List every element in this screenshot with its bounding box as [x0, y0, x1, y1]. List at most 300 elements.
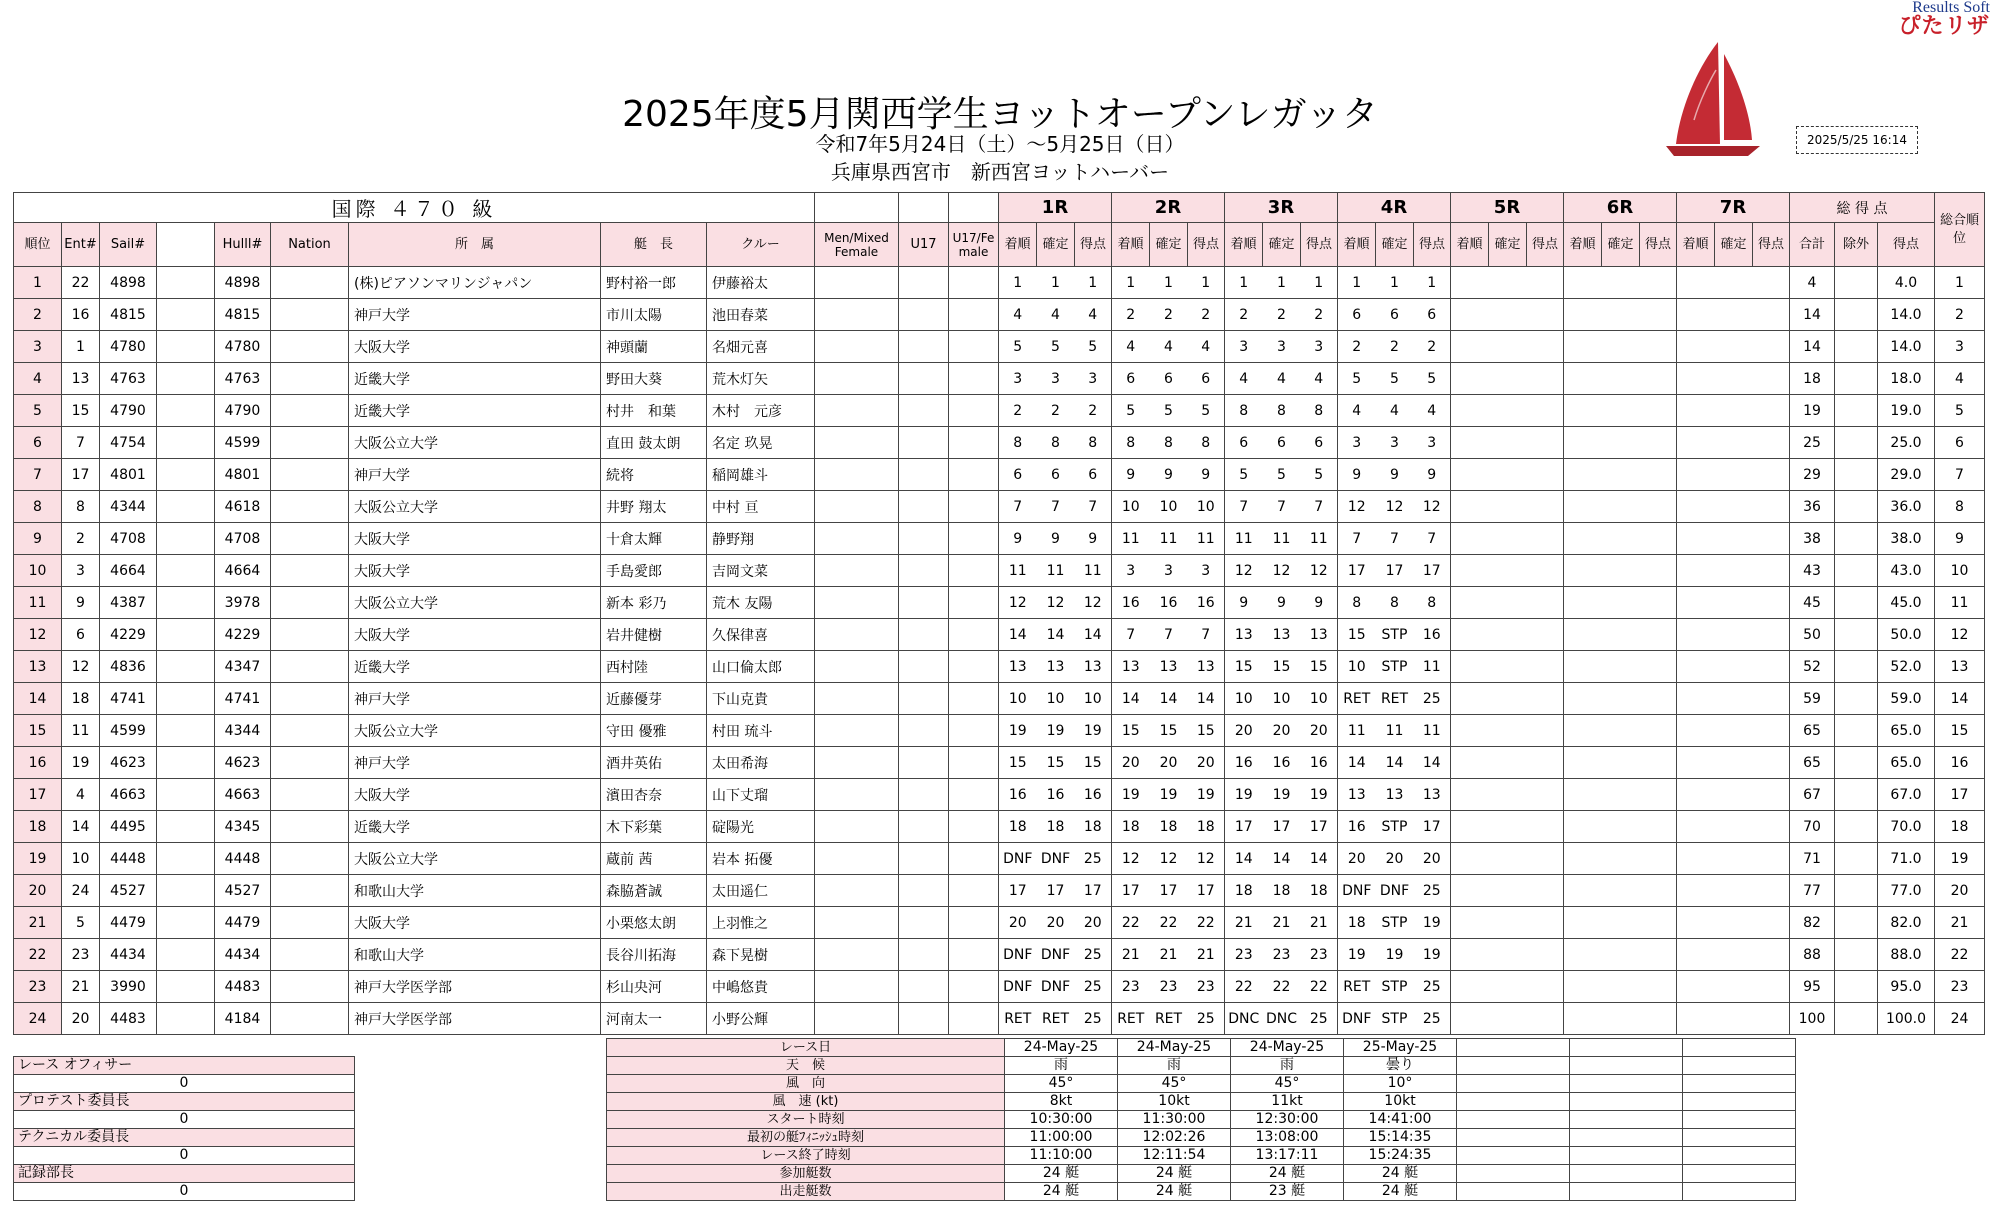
race-4-cell: 12 [1376, 491, 1414, 523]
race-7-cell [1753, 555, 1790, 587]
race-2-cell: 13 [1112, 651, 1150, 683]
u17-cell [899, 555, 949, 587]
nation-cell [271, 523, 349, 555]
empty-cell [157, 619, 215, 651]
stats-value [1457, 1165, 1570, 1183]
race-2-cell: 21 [1112, 939, 1150, 971]
race-5-cell [1451, 811, 1489, 843]
race-1-cell: 11 [999, 555, 1037, 587]
race-5-cell [1489, 587, 1527, 619]
race-5-cell [1451, 331, 1489, 363]
u17f-cell [949, 395, 999, 427]
race-4-cell: 8 [1414, 587, 1451, 619]
race-4-cell: 2 [1338, 331, 1376, 363]
sail-header: Sail# [100, 223, 157, 267]
race-3-cell: 11 [1263, 523, 1301, 555]
overall-cell: 3 [1935, 331, 1985, 363]
race-4-cell: 19 [1338, 939, 1376, 971]
rank-cell: 16 [14, 747, 62, 779]
race-5-cell [1489, 267, 1527, 299]
race-7-cell [1677, 1003, 1715, 1035]
ent-cell: 6 [62, 619, 100, 651]
sail-cell: 4741 [100, 683, 157, 715]
race-7-subheader: 着順 [1677, 223, 1715, 267]
crew-cell: 名畑元喜 [707, 331, 815, 363]
discard-cell [1835, 907, 1878, 939]
race-7-cell [1715, 619, 1753, 651]
print-timestamp: 2025/5/25 16:14 [1796, 126, 1918, 154]
race-4-cell: 14 [1338, 747, 1376, 779]
club-cell: 大阪大学 [349, 555, 601, 587]
total-cell: 14 [1790, 299, 1835, 331]
stats-label: レース終了時刻 [607, 1147, 1005, 1165]
race-3-cell: 17 [1263, 811, 1301, 843]
mixed-cell [815, 395, 899, 427]
race-7-cell [1715, 1003, 1753, 1035]
race-7-cell [1715, 299, 1753, 331]
race-7-cell [1677, 651, 1715, 683]
overall-cell: 15 [1935, 715, 1985, 747]
race-2-cell: 18 [1188, 811, 1225, 843]
nation-cell [271, 1003, 349, 1035]
ent-cell: 23 [62, 939, 100, 971]
race-6-cell [1564, 427, 1602, 459]
rank-cell: 10 [14, 555, 62, 587]
race-6-cell [1564, 651, 1602, 683]
race-7-cell [1677, 907, 1715, 939]
race-5-subheader: 確定 [1489, 223, 1527, 267]
race-2-cell: 8 [1150, 427, 1188, 459]
u17-cell [899, 683, 949, 715]
race-1-cell: 15 [999, 747, 1037, 779]
stats-label: レース日 [607, 1039, 1005, 1057]
race-4-cell: 3 [1376, 427, 1414, 459]
club-cell: 神戸大学 [349, 747, 601, 779]
race-2-cell: 22 [1150, 907, 1188, 939]
race-3-cell: 15 [1225, 651, 1263, 683]
race-7-cell [1753, 299, 1790, 331]
race-6-cell [1602, 971, 1640, 1003]
total-cell: 25 [1790, 427, 1835, 459]
race-2-cell: 7 [1188, 619, 1225, 651]
stats-value: 24 艇 [1231, 1165, 1344, 1183]
nation-cell [271, 779, 349, 811]
total-cell: 65 [1790, 747, 1835, 779]
race-3-cell: 23 [1225, 939, 1263, 971]
race-3-cell: 1 [1301, 267, 1338, 299]
rank-cell: 15 [14, 715, 62, 747]
race-4-cell: 4 [1376, 395, 1414, 427]
race-6-cell [1564, 555, 1602, 587]
u17f-header: U17/Female [949, 223, 999, 267]
rank-cell: 9 [14, 523, 62, 555]
table-row [14, 715, 1985, 747]
race-5-cell [1451, 491, 1489, 523]
race-2-cell: 8 [1112, 427, 1150, 459]
crew-cell: 静野翔 [707, 523, 815, 555]
hull-cell: 4623 [215, 747, 271, 779]
race-4-cell: 9 [1338, 459, 1376, 491]
overall-cell: 4 [1935, 363, 1985, 395]
rank-cell: 2 [14, 299, 62, 331]
skipper-cell: 野田大葵 [601, 363, 707, 395]
race-3-cell: 8 [1225, 395, 1263, 427]
empty-cell [157, 843, 215, 875]
race-6-cell [1640, 459, 1677, 491]
mixed-cell [815, 939, 899, 971]
table-row [14, 619, 1985, 651]
race-7-cell [1715, 555, 1753, 587]
skipper-cell: 小栗悠太朗 [601, 907, 707, 939]
crew-cell: 久保律喜 [707, 619, 815, 651]
race-2-cell: 15 [1188, 715, 1225, 747]
stats-value: 10° [1344, 1075, 1457, 1093]
discard-cell [1835, 427, 1878, 459]
stats-value: 12:30:00 [1231, 1111, 1344, 1129]
race-header-4: 4R [1338, 193, 1451, 223]
race-6-cell [1564, 619, 1602, 651]
crew-cell: 吉岡文菜 [707, 555, 815, 587]
race-4-cell: 25 [1414, 683, 1451, 715]
net-cell: 43.0 [1878, 555, 1935, 587]
race-3-cell: 7 [1263, 491, 1301, 523]
race-3-cell: 3 [1301, 331, 1338, 363]
race-7-cell [1715, 331, 1753, 363]
race-7-cell [1753, 459, 1790, 491]
club-cell: 近畿大学 [349, 395, 601, 427]
race-header-5: 5R [1451, 193, 1564, 223]
skipper-cell: 野村裕一郎 [601, 267, 707, 299]
race-1-cell: 10 [999, 683, 1037, 715]
race-7-cell [1715, 971, 1753, 1003]
hull-cell: 4741 [215, 683, 271, 715]
race-2-subheader: 着順 [1112, 223, 1150, 267]
sail-cell: 4623 [100, 747, 157, 779]
stats-value [1457, 1039, 1570, 1057]
race-2-cell: 1 [1188, 267, 1225, 299]
race-5-cell [1489, 971, 1527, 1003]
total-cell: 71 [1790, 843, 1835, 875]
discard-cell [1835, 331, 1878, 363]
stats-value [1457, 1057, 1570, 1075]
race-1-cell: 4 [1037, 299, 1075, 331]
discard-cell [1835, 811, 1878, 843]
race-5-cell [1451, 907, 1489, 939]
stats-value: 23 艇 [1231, 1183, 1344, 1201]
race-4-cell: 17 [1414, 811, 1451, 843]
race-1-cell: 5 [999, 331, 1037, 363]
race-4-cell: 9 [1376, 459, 1414, 491]
race-3-cell: 8 [1263, 395, 1301, 427]
ent-cell: 22 [62, 267, 100, 299]
total-cell: 77 [1790, 875, 1835, 907]
race-6-cell [1564, 395, 1602, 427]
u17f-cell [949, 491, 999, 523]
race-6-cell [1564, 747, 1602, 779]
crew-cell: 名定 玖晃 [707, 427, 815, 459]
race-3-cell: 20 [1225, 715, 1263, 747]
race-2-cell: 5 [1150, 395, 1188, 427]
total-cell: 43 [1790, 555, 1835, 587]
race-7-cell [1753, 939, 1790, 971]
stats-value [1683, 1093, 1796, 1111]
club-cell: 近畿大学 [349, 811, 601, 843]
race-6-cell [1640, 555, 1677, 587]
race-4-cell: 4 [1338, 395, 1376, 427]
race-1-cell: 12 [999, 587, 1037, 619]
nation-cell [271, 715, 349, 747]
race-4-cell: 25 [1414, 875, 1451, 907]
race-3-cell: 10 [1301, 683, 1338, 715]
race-1-cell: 14 [999, 619, 1037, 651]
u17-cell [899, 491, 949, 523]
race-2-cell: 12 [1150, 843, 1188, 875]
official-label: プロテスト委員長 [14, 1093, 355, 1111]
crew-cell: 山下丈瑠 [707, 779, 815, 811]
race-4-subheader: 確定 [1376, 223, 1414, 267]
race-1-cell: 12 [1075, 587, 1112, 619]
crew-cell: 碇陽光 [707, 811, 815, 843]
race-6-cell [1602, 651, 1640, 683]
sail-cell: 4434 [100, 939, 157, 971]
u17f-cell [949, 267, 999, 299]
race-7-cell [1677, 331, 1715, 363]
race-2-cell: 19 [1188, 779, 1225, 811]
skipper-header: 艇 長 [601, 223, 707, 267]
stats-value: 13:17:11 [1231, 1147, 1344, 1165]
race-6-cell [1640, 683, 1677, 715]
race-1-cell: 11 [1075, 555, 1112, 587]
net-cell: 59.0 [1878, 683, 1935, 715]
race-4-cell: STP [1376, 619, 1414, 651]
net-cell: 71.0 [1878, 843, 1935, 875]
race-7-cell [1753, 779, 1790, 811]
skipper-cell: 守田 優雅 [601, 715, 707, 747]
race-6-cell [1602, 875, 1640, 907]
race-2-subheader: 得点 [1188, 223, 1225, 267]
race-6-cell [1564, 267, 1602, 299]
total-cell: 4 [1790, 267, 1835, 299]
total-cell: 100 [1790, 1003, 1835, 1035]
ent-cell: 7 [62, 427, 100, 459]
race-7-cell [1677, 363, 1715, 395]
race-6-cell [1602, 363, 1640, 395]
table-row [14, 843, 1985, 875]
race-6-cell [1602, 331, 1640, 363]
u17f-cell [949, 843, 999, 875]
race-1-cell: 5 [1075, 331, 1112, 363]
race-5-cell [1527, 555, 1564, 587]
hull-cell: 4663 [215, 779, 271, 811]
brand-name: ぴたリザ [1898, 14, 1990, 39]
hull-cell: 3978 [215, 587, 271, 619]
skipper-cell: 続将 [601, 459, 707, 491]
race-5-cell [1489, 779, 1527, 811]
rank-cell: 11 [14, 587, 62, 619]
mixed-cell [815, 779, 899, 811]
overall-cell: 23 [1935, 971, 1985, 1003]
skipper-cell: 十倉太輝 [601, 523, 707, 555]
race-6-cell [1640, 523, 1677, 555]
skipper-cell: 西村陸 [601, 651, 707, 683]
race-6-cell [1602, 427, 1640, 459]
crew-cell: 荒木灯矢 [707, 363, 815, 395]
official-value: 0 [14, 1111, 355, 1129]
race-6-cell [1602, 907, 1640, 939]
nation-cell [271, 875, 349, 907]
race-4-cell: 2 [1414, 331, 1451, 363]
race-6-cell [1602, 459, 1640, 491]
race-2-cell: 10 [1150, 491, 1188, 523]
race-1-cell: 12 [1037, 587, 1075, 619]
club-cell: 和歌山大学 [349, 939, 601, 971]
club-cell: 神戸大学医学部 [349, 1003, 601, 1035]
u17-cell [899, 459, 949, 491]
race-5-cell [1489, 715, 1527, 747]
race-5-cell [1527, 363, 1564, 395]
race-3-cell: 6 [1225, 427, 1263, 459]
stats-label: 風 向 [607, 1075, 1005, 1093]
race-6-cell [1564, 683, 1602, 715]
ent-cell: 8 [62, 491, 100, 523]
race-4-cell: 1 [1376, 267, 1414, 299]
table-row [14, 939, 1985, 971]
race-6-cell [1640, 331, 1677, 363]
race-1-cell: 6 [1075, 459, 1112, 491]
overall-header: 総合順位 [1935, 193, 1985, 267]
stats-value: 12:11:54 [1118, 1147, 1231, 1165]
race-3-cell: 22 [1225, 971, 1263, 1003]
stats-row [607, 1039, 1796, 1057]
nation-cell [271, 395, 349, 427]
race-2-cell: 3 [1188, 555, 1225, 587]
race-2-cell: 14 [1112, 683, 1150, 715]
skipper-cell: 新本 彩乃 [601, 587, 707, 619]
empty-cell [157, 427, 215, 459]
race-6-cell [1640, 587, 1677, 619]
race-2-cell: 1 [1150, 267, 1188, 299]
empty-cell [157, 683, 215, 715]
empty-cell [157, 715, 215, 747]
race-6-cell [1564, 715, 1602, 747]
crew-cell: 稲岡雄斗 [707, 459, 815, 491]
hull-header: Hulll# [215, 223, 271, 267]
overall-cell: 19 [1935, 843, 1985, 875]
rank-cell: 17 [14, 779, 62, 811]
hull-cell: 4763 [215, 363, 271, 395]
race-6-cell [1564, 811, 1602, 843]
mixed-cell [815, 747, 899, 779]
race-3-cell: 10 [1225, 683, 1263, 715]
rank-cell: 7 [14, 459, 62, 491]
table-row [14, 523, 1985, 555]
nation-cell [271, 971, 349, 1003]
ent-cell: 15 [62, 395, 100, 427]
race-6-cell [1640, 875, 1677, 907]
race-6-cell [1640, 843, 1677, 875]
race-1-cell: 18 [1037, 811, 1075, 843]
race-5-cell [1489, 651, 1527, 683]
stats-row [607, 1057, 1796, 1075]
race-2-cell: 20 [1188, 747, 1225, 779]
race-7-cell [1753, 587, 1790, 619]
race-6-cell [1564, 587, 1602, 619]
race-3-cell: 2 [1263, 299, 1301, 331]
race-2-cell: RET [1112, 1003, 1150, 1035]
discard-cell [1835, 683, 1878, 715]
ent-cell: 5 [62, 907, 100, 939]
race-4-cell: 16 [1338, 811, 1376, 843]
race-3-cell: 22 [1263, 971, 1301, 1003]
race-2-cell: 4 [1150, 331, 1188, 363]
race-7-cell [1715, 267, 1753, 299]
race-4-cell: 17 [1376, 555, 1414, 587]
race-4-cell: RET [1338, 971, 1376, 1003]
race-6-cell [1602, 779, 1640, 811]
race-4-cell: 6 [1338, 299, 1376, 331]
race-7-cell [1753, 331, 1790, 363]
net-cell: 29.0 [1878, 459, 1935, 491]
overall-cell: 18 [1935, 811, 1985, 843]
race-6-cell [1564, 843, 1602, 875]
race-1-cell: DNF [1037, 939, 1075, 971]
race-1-cell: 4 [1075, 299, 1112, 331]
race-6-cell [1602, 267, 1640, 299]
nation-cell [271, 267, 349, 299]
race-3-cell: 18 [1263, 875, 1301, 907]
empty-cell [157, 779, 215, 811]
race-1-subheader: 確定 [1037, 223, 1075, 267]
race-3-cell: 7 [1301, 491, 1338, 523]
race-3-cell: 6 [1301, 427, 1338, 459]
race-5-cell [1489, 555, 1527, 587]
table-row [14, 427, 1985, 459]
discard-cell [1835, 779, 1878, 811]
race-3-cell: 9 [1225, 587, 1263, 619]
race-2-cell: 23 [1112, 971, 1150, 1003]
crew-cell: 中嶋悠貴 [707, 971, 815, 1003]
stats-label: 出走艇数 [607, 1183, 1005, 1201]
race-1-cell: 20 [999, 907, 1037, 939]
table-row [14, 555, 1985, 587]
net-cell: 14.0 [1878, 299, 1935, 331]
mixed-cell [815, 299, 899, 331]
race-7-cell [1715, 587, 1753, 619]
race-1-cell: 13 [999, 651, 1037, 683]
table-row [14, 363, 1985, 395]
stats-value [1570, 1183, 1683, 1201]
empty-cell [157, 363, 215, 395]
race-5-cell [1489, 459, 1527, 491]
race-7-cell [1677, 747, 1715, 779]
race-3-subheader: 得点 [1301, 223, 1338, 267]
u17-cell [899, 715, 949, 747]
official-value: 0 [14, 1183, 355, 1201]
race-5-cell [1489, 619, 1527, 651]
skipper-cell: 井野 翔太 [601, 491, 707, 523]
stats-value: 曇り [1344, 1057, 1457, 1075]
u17f-cell [949, 619, 999, 651]
race-4-cell: 25 [1414, 1003, 1451, 1035]
race-3-cell: 3 [1225, 331, 1263, 363]
skipper-cell: 濱田杏奈 [601, 779, 707, 811]
race-1-cell: 8 [1037, 427, 1075, 459]
official-value: 0 [14, 1147, 355, 1165]
race-5-cell [1489, 683, 1527, 715]
race-4-cell: 7 [1338, 523, 1376, 555]
stats-value: 24 艇 [1005, 1183, 1118, 1201]
race-3-cell: 23 [1301, 939, 1338, 971]
